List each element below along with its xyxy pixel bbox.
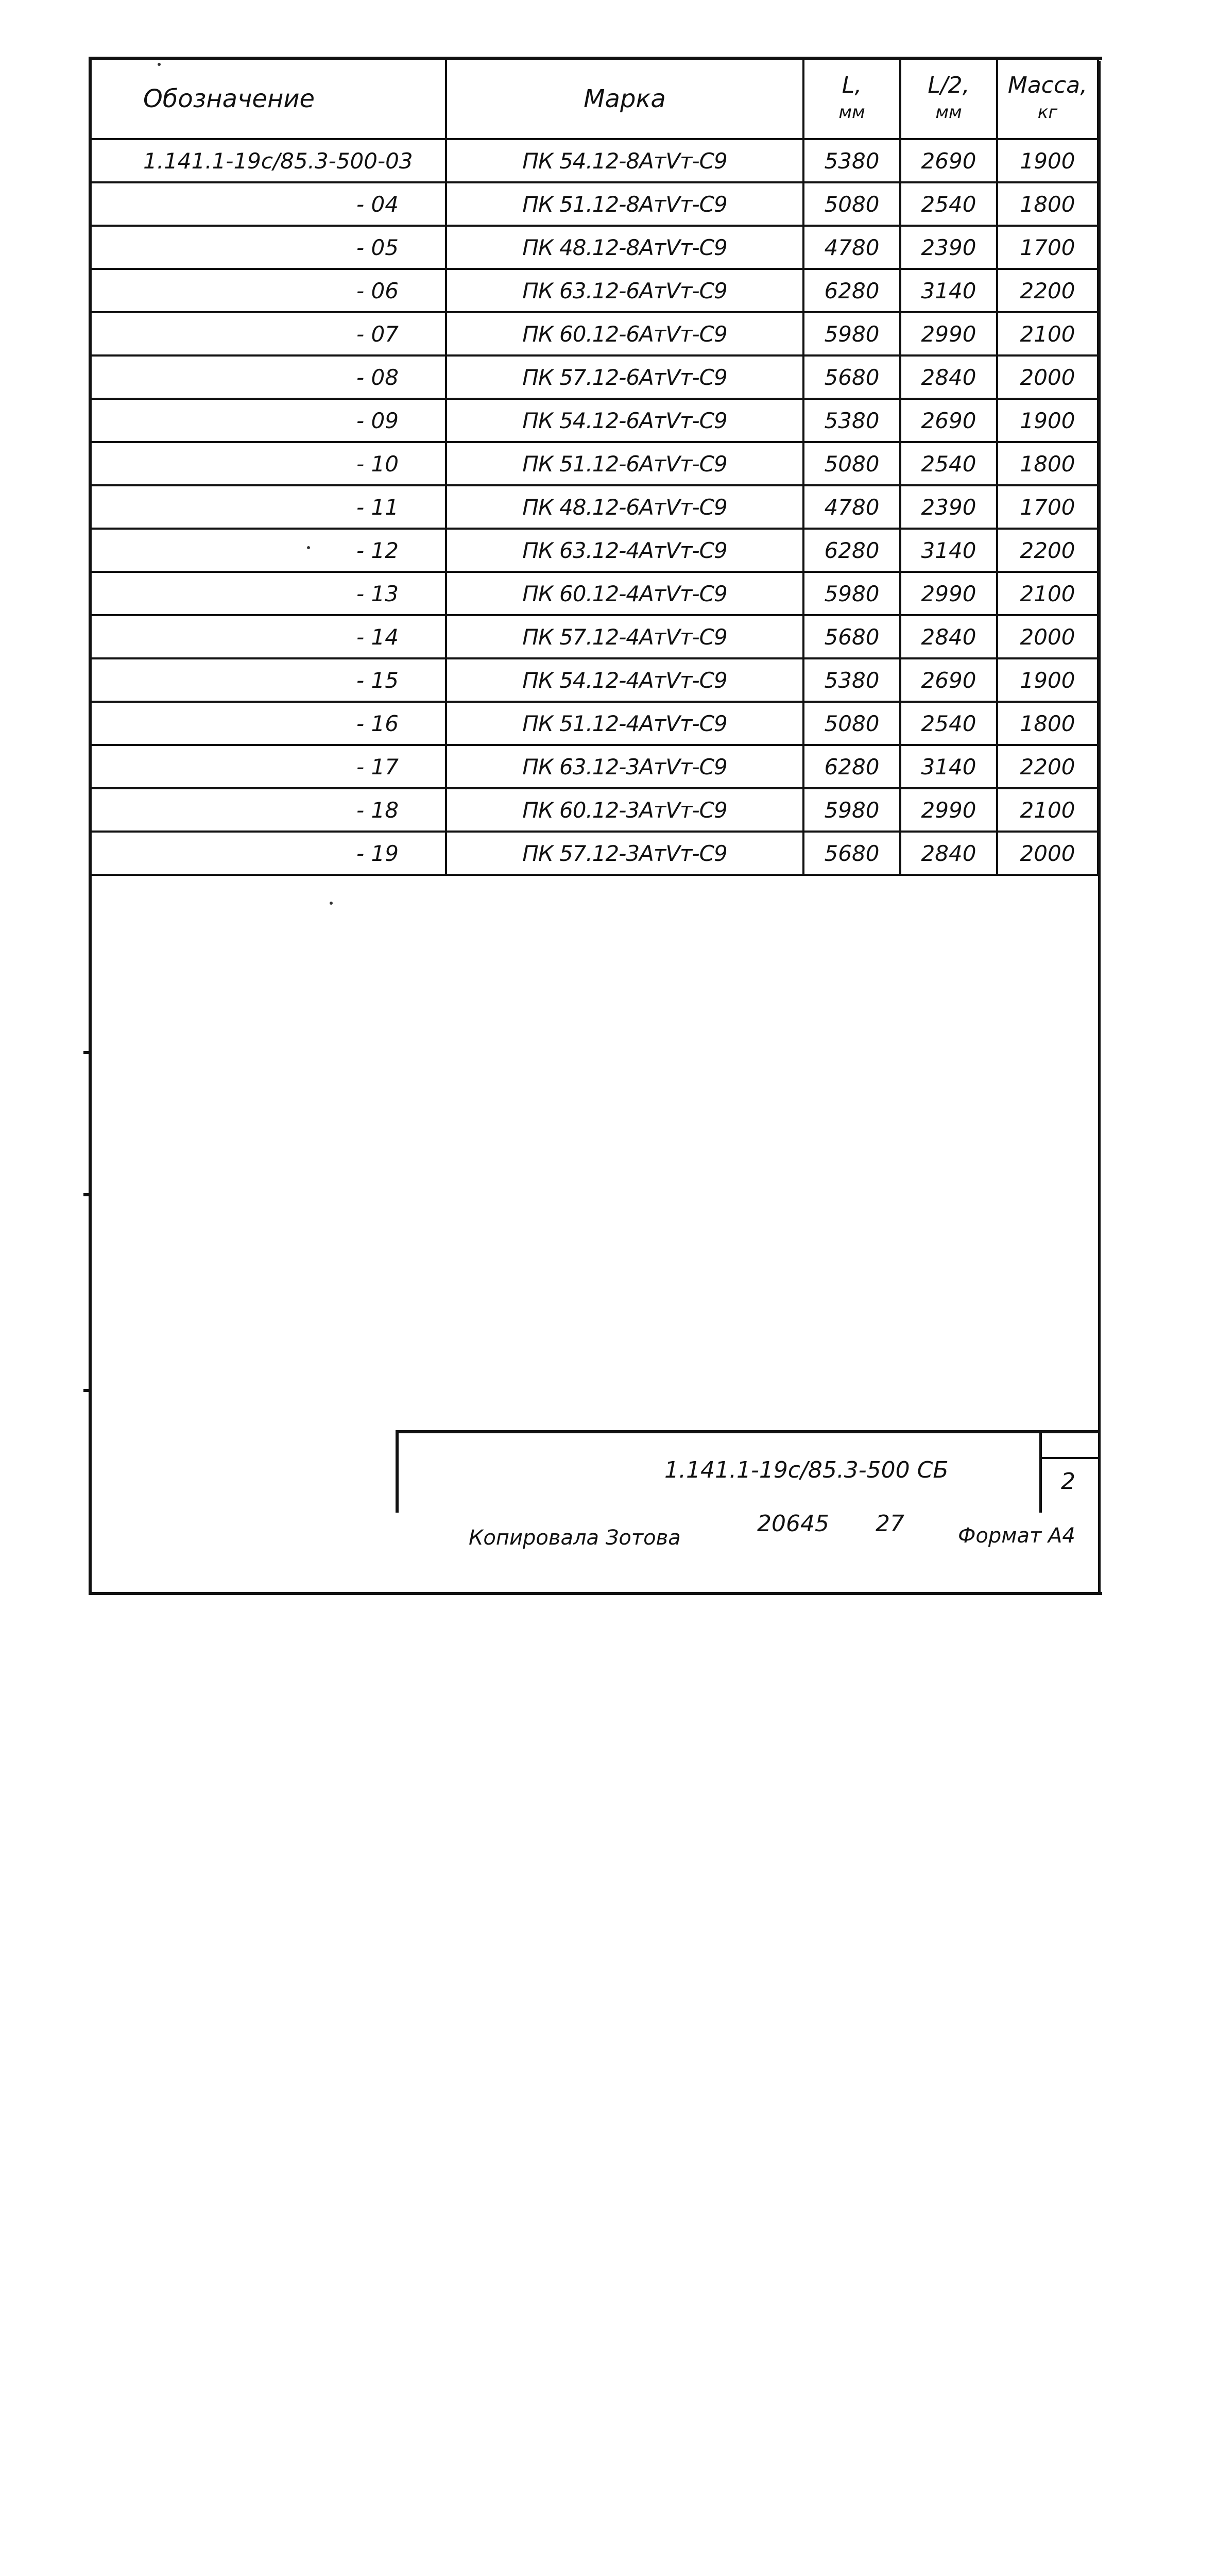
- header-length: [803, 60, 900, 139]
- row-half-length: 2390: [900, 485, 997, 529]
- row-code: - 04: [92, 182, 446, 226]
- row-code: - 10: [92, 442, 446, 485]
- binding-tick-mark: [83, 1051, 91, 1054]
- row-length: 4780: [803, 485, 900, 529]
- row-half-length: 2990: [900, 312, 997, 355]
- row-mass: 2200: [997, 745, 1098, 788]
- row-mass: 2100: [997, 312, 1098, 355]
- row-half-length: 2540: [900, 442, 997, 485]
- row-mass: 1800: [997, 442, 1098, 485]
- row-mark: ПК 63.12-3АтⅤт-С9: [446, 745, 803, 788]
- row-mark: ПК 60.12-4АтⅤт-С9: [446, 572, 803, 615]
- binding-tick-mark: [83, 1193, 91, 1196]
- row-mark: ПК 57.12-6АтⅤт-С9: [446, 355, 803, 399]
- header-code: Обозначение: [92, 60, 446, 139]
- row-mass: 1800: [997, 702, 1098, 745]
- scan-speck: [307, 546, 310, 549]
- table-row: [92, 745, 1098, 788]
- row-mass: 2000: [997, 355, 1098, 399]
- row-mass: 1700: [997, 485, 1098, 529]
- row-half-length: 2690: [900, 139, 997, 182]
- row-half-length: 2540: [900, 182, 997, 226]
- table-row: [92, 788, 1098, 832]
- row-mark: ПК 54.12-4АтⅤт-С9: [446, 658, 803, 702]
- table-row: [92, 832, 1098, 875]
- row-half-length: 2990: [900, 572, 997, 615]
- row-mark: ПК 63.12-4АтⅤт-С9: [446, 529, 803, 572]
- header-length-unit: мм: [838, 102, 865, 123]
- order-number-suffix: 27: [876, 1511, 904, 1537]
- row-half-length: 2840: [900, 615, 997, 658]
- table-row: [92, 226, 1098, 269]
- row-length: 5380: [803, 658, 900, 702]
- header-half-length-unit: мм: [935, 102, 962, 123]
- scan-speck: [330, 902, 333, 905]
- row-length: 5980: [803, 312, 900, 355]
- row-length: 5080: [803, 442, 900, 485]
- document-code: 1.141.1-19с/85.3-500 СБ: [664, 1457, 949, 1483]
- row-code: - 18: [92, 788, 446, 832]
- header-mass: [997, 60, 1098, 139]
- row-half-length: 2840: [900, 832, 997, 875]
- table-row: [92, 529, 1098, 572]
- row-code: - 11: [92, 485, 446, 529]
- table-header-row: [92, 60, 1098, 139]
- row-mass: 1900: [997, 139, 1098, 182]
- row-length: 5080: [803, 702, 900, 745]
- row-half-length: 2690: [900, 658, 997, 702]
- row-mass: 2000: [997, 832, 1098, 875]
- row-code: - 19: [92, 832, 446, 875]
- row-code: - 08: [92, 355, 446, 399]
- header-length-label: L,: [842, 72, 862, 98]
- row-half-length: 2540: [900, 702, 997, 745]
- row-code: 1.141.1-19с/85.3-500-03: [92, 139, 446, 182]
- header-half-length-label: L/2,: [928, 72, 970, 98]
- row-code: - 15: [92, 658, 446, 702]
- row-half-length: 3140: [900, 745, 997, 788]
- row-mark: ПК 51.12-8АтⅤт-С9: [446, 182, 803, 226]
- row-mark: ПК 51.12-4АтⅤт-С9: [446, 702, 803, 745]
- row-mass: 2100: [997, 572, 1098, 615]
- row-half-length: 2990: [900, 788, 997, 832]
- row-mass: 1900: [997, 658, 1098, 702]
- row-mark: ПК 57.12-3АтⅤт-С9: [446, 832, 803, 875]
- row-length: 5680: [803, 832, 900, 875]
- paper-format: Формат А4: [958, 1524, 1075, 1548]
- row-code: - 07: [92, 312, 446, 355]
- row-code: - 09: [92, 399, 446, 442]
- row-code: - 12: [92, 529, 446, 572]
- row-length: 6280: [803, 529, 900, 572]
- row-mark: ПК 48.12-8АтⅤт-С9: [446, 226, 803, 269]
- row-mark: ПК 54.12-8АтⅤт-С9: [446, 139, 803, 182]
- binding-tick-mark: [83, 1389, 91, 1392]
- row-length: 4780: [803, 226, 900, 269]
- row-mass: 2200: [997, 529, 1098, 572]
- table-row: [92, 658, 1098, 702]
- row-length: 5680: [803, 615, 900, 658]
- header-half-length: [900, 60, 997, 139]
- row-mass: 2000: [997, 615, 1098, 658]
- table-row: [92, 269, 1098, 312]
- row-code: - 17: [92, 745, 446, 788]
- row-half-length: 3140: [900, 529, 997, 572]
- row-mass: 2100: [997, 788, 1098, 832]
- row-half-length: 2690: [900, 399, 997, 442]
- row-mass: 1900: [997, 399, 1098, 442]
- row-mass: 1700: [997, 226, 1098, 269]
- row-half-length: 2390: [900, 226, 997, 269]
- row-mark: ПК 54.12-6АтⅤт-С9: [446, 399, 803, 442]
- table-row: [92, 355, 1098, 399]
- header-mark: Марка: [446, 60, 803, 139]
- scan-speck: [158, 63, 161, 66]
- table-row: [92, 312, 1098, 355]
- copied-by-note: Копировала Зотова: [469, 1526, 681, 1550]
- row-length: 5980: [803, 788, 900, 832]
- table-row: [92, 702, 1098, 745]
- table-row: [92, 442, 1098, 485]
- row-half-length: 3140: [900, 269, 997, 312]
- header-mass-label: Масса,: [1007, 72, 1088, 98]
- row-code: - 05: [92, 226, 446, 269]
- table-row: [92, 399, 1098, 442]
- row-half-length: 2840: [900, 355, 997, 399]
- table-row: [92, 139, 1098, 182]
- row-mass: 1800: [997, 182, 1098, 226]
- row-length: 5980: [803, 572, 900, 615]
- row-code: - 14: [92, 615, 446, 658]
- table-row: [92, 615, 1098, 658]
- row-length: 5380: [803, 139, 900, 182]
- row-mark: ПК 48.12-6АтⅤт-С9: [446, 485, 803, 529]
- row-mark: ПК 60.12-6АтⅤт-С9: [446, 312, 803, 355]
- specification-table: [92, 60, 1099, 876]
- row-length: 5080: [803, 182, 900, 226]
- row-length: 5680: [803, 355, 900, 399]
- sheet-cell-divider: [1042, 1457, 1098, 1459]
- row-mass: 2200: [997, 269, 1098, 312]
- order-number: 20645: [757, 1511, 829, 1537]
- row-code: - 16: [92, 702, 446, 745]
- row-length: 6280: [803, 745, 900, 788]
- row-mark: ПК 57.12-4АтⅤт-С9: [446, 615, 803, 658]
- row-length: 6280: [803, 269, 900, 312]
- table-row: [92, 572, 1098, 615]
- row-mark: ПК 63.12-6АтⅤт-С9: [446, 269, 803, 312]
- header-mass-unit: кг: [1037, 102, 1058, 123]
- row-length: 5380: [803, 399, 900, 442]
- table-row: [92, 485, 1098, 529]
- row-mark: ПК 60.12-3АтⅤт-С9: [446, 788, 803, 832]
- table-row: [92, 182, 1098, 226]
- row-code: - 06: [92, 269, 446, 312]
- row-mark: ПК 51.12-6АтⅤт-С9: [446, 442, 803, 485]
- row-code: - 13: [92, 572, 446, 615]
- sheet-number: 2: [1061, 1468, 1075, 1495]
